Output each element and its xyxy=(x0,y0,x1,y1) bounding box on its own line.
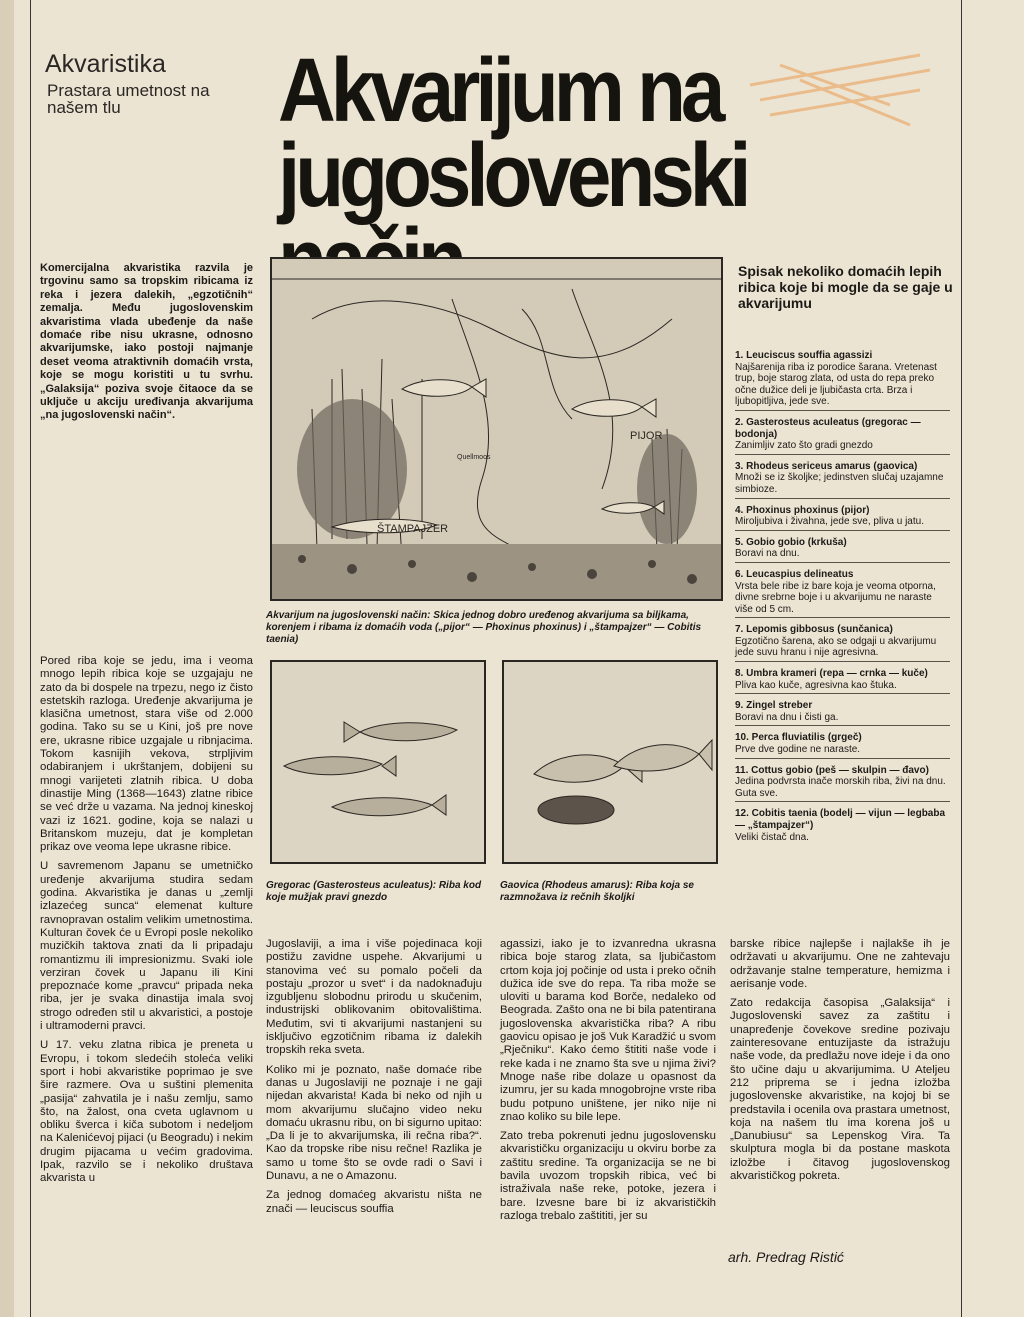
list-item xyxy=(735,765,950,803)
list-item xyxy=(735,700,950,726)
item-text: Jedina podvrsta inače morskih riba, živi na dnu. Guta sve. xyxy=(735,776,946,799)
list-item xyxy=(735,537,950,563)
body-paragraph: barske ribice najlepše i najlakše ih je održavati u akvarijumu. One ne zahtevaju održavanje stalne temperature, hemizma i aerisanje vode. xyxy=(730,938,950,990)
item-text: Prve dve godine ne naraste. xyxy=(735,744,861,756)
body-paragraph: U savremenom Japanu se umetničko uređenje akvarijuma studira sedam godina. Akvaristika je danas u „zemlji izlazećeg sunca“ elemenat kulture ravnopravan ostalim velikim umetnostima. Kulturan čovek će u Evropi posle nekoliko muzičkih taktova znati da li pripadaju romantizmu ili impresionizmu. Svaki iole verziran čovek u Japanu ili Kini prepoznaće kome „pravcu“ pripada neka riba, jer je svaka dinastija imala svoj strogo određen stil u akvaristici, a postoje i ultramoderni pravci. xyxy=(40,860,253,1033)
item-name: 10. Perca fluviatilis (grgeč) xyxy=(735,732,862,744)
left-rule xyxy=(30,0,31,1317)
item-text: Pliva kao kuče, agresivna kao štuka. xyxy=(735,679,897,691)
item-name: 5. Gobio gobio (krkuša) xyxy=(735,536,847,548)
body-paragraph: Zato redakcija časopisa „Galaksija“ i Jugoslovenski savez za zaštitu i unapređenje čovekove sredine pozivaju zainteresovane entuzijaste da istražuju naše vode, da predlažu nove ideje i da ono što učine daju u akvarijumima. U Ateljeu 212 priprema se i jedna izložba jugoslovenske akvaristike, na kojoj bi se predstavila i ocenila ova prastara umetnost, koja na našem tlu ima korena još u „Danubiusu“ sa Lepenskog Vira. Ta skulptura mogla bi da postane maskota izložbe i čitavog jugoslovenskog akvarističkog pokreta. xyxy=(730,997,950,1183)
item-name: 7. Lepomis gibbosus (sunčanica) xyxy=(735,624,893,636)
item-text: Egzotično šarena, ako se odgaji u akvarijumu jede suvu hranu i nije agresivna. xyxy=(735,635,937,659)
section-subtitle: Prastara umetnost na našem tlu xyxy=(47,81,210,117)
item-name: 8. Umbra krameri (repa — crnka — kuče) xyxy=(735,668,928,680)
body-column-2 xyxy=(266,938,482,1222)
stickleback-caption: Gregorac (Gasterosteus aculeatus): Riba kod koje mužjak pravi gnezdo xyxy=(266,880,482,903)
headline-line-2: jugoslovenski xyxy=(278,125,747,225)
list-item xyxy=(735,624,950,662)
section-kicker: Akvaristika xyxy=(45,50,166,78)
main-figure-caption: Akvarijum na jugoslovenski način: Skica jednog dobro uređenog akvarijuma sa biljkama, korenjem i ribama iz domaćih voda („pijor“ — Phoxinus phoxinus) i „štampajzer“ — Cobitis taenia) xyxy=(266,610,702,645)
body-paragraph: Za jednog domaćeg akvaristu ništa ne znači — leuciscus souffia xyxy=(266,1189,482,1215)
item-text: Boravi na dnu i čisti ga. xyxy=(735,711,839,723)
list-item xyxy=(735,668,950,694)
item-name: 11. Cottus gobio (peš — skulpin — đavo) xyxy=(735,764,929,776)
item-name: 9. Zingel streber xyxy=(735,700,813,712)
body-paragraph: Zato treba pokrenuti jednu jugoslovensku akvarističku organizaciju u okviru borbe za zaštitu sredine. Ta organizacija se ne bi bavila uvozom tropskih ribica, već bi istraživala naše reke, potoke, jezera i bare. Izvesne bare bi iz akvarističkih razloga trebalo zaštititi, jer su xyxy=(500,1130,716,1222)
sidebar-title: Spisak nekoliko domaćih lepih ribica koje bi mogle da se gaje u akvarijumu xyxy=(738,263,953,311)
body-paragraph: Jugoslaviji, a ima i više pojedinaca koji postižu zavidne uspehe. Akvarijumi u stanovima već su pomalo počeli da postaju „prozor u svet“ i da nadoknađuju izgubljenu slobodnu prirodu u skučenim, industrijski oblikovanim obitovalištima. Međutim, svi ti akvarijumi nastanjeni su isključivo egzotičnim ribama iz dalekih tropskih reka sveta. xyxy=(266,938,482,1057)
page-edge xyxy=(0,0,14,1317)
body-paragraph: U 17. veku zlatna ribica je preneta u Evropu, i tokom sledećih stoleća veliki sport i hobi akvaristike poprimao je sve šire razmere. Ova u suštini plemenita „pasija“ zahvatila je i našu zemlju, samo što, na žalost, ona cveta uglavnom u obliku šverca i kiča subotom i nedeljom na Kalenićevoj pijaci (u Beogradu) i nekim drugim pijacama u većim gradovima. Ipak, razvilo se i nekoliko društava akvarista u xyxy=(40,1039,253,1185)
body-column-3 xyxy=(500,938,716,1229)
item-text: Najšarenija riba iz porodice šarana. Vretenast trup, boje starog zlata, od usta do repa preko očne dužice deli je ljubičasta crta. Brza i ljubopitljiva, jede sve. xyxy=(735,361,937,408)
lead-paragraph: Komercijalna akvaristika razvila je trgovinu samo sa tropskim ribicama iz reka i jezera dalekih, „egzotičnih“ zemalja. Među jugoslovenskim akvaristima vlada ubeđenje da naše domaće ribe nisu ukrasne, odnosno akvarijumske, iako postoji najmanje deset veoma atraktivnih domaćih vrsta, koje se mogu koristiti u tu svrhu. „Galaksija“ poziva svoje čitaoce da se uključe u akciju uređivanja akvarijuma „na jugoslovenski način“. xyxy=(40,262,253,422)
item-name: 3. Rhodeus sericeus amarus (gaovica) xyxy=(735,460,918,472)
body-paragraph: Koliko mi je poznato, naše domaće ribe danas u Jugoslaviji ne poznaje i ne gaji nijedan akvarista! Kada bi neko od njih u mom akvarijumu slučajno video neku domaću ukrasnu ribu, on bi sigurno upitao: „Da li je to akvarijumska, ili rečna riba?“. Kao da tropske ribe nisu rečne! Razlika je samo u tome što se ovde radi o Savi i Dunavu, a ne o Amazonu. xyxy=(266,1063,482,1183)
item-name: 1. Leuciscus souffia agassizi xyxy=(735,350,873,361)
item-text: Miroljubiva i živahna, jede sve, pliva u jatu. xyxy=(735,516,924,528)
body-paragraph: Pored riba koje se jedu, ima i veoma mnogo lepih ribica koje se uzgajaju ne zato da bi dospele na trpezu, nego iz čisto estetskih razloga. Uređenje akvarijuma je klasična umetnost, stara više od 2.000 godina. Tako su se u Kini, još pre nove ere, ukrasne ribice uzgajale u ribnjacima. Tokom kasnijih vekova, strpljivim odabiranjem i ukrštanjem, dobijeni su mnogi varijeteti zlatnih ribica. U doba dinastije Ming (1368—1643) zlatne ribice se već drže u vazama. Na jednoj kineskoj vazi iz 1621. godine, koja se nalazi u Britanskom muzeju, dat je kompletan prikaz ove veoma lepe ukrasne ribice. xyxy=(40,655,253,854)
list-item xyxy=(735,417,950,455)
list-item xyxy=(735,505,950,531)
body-column-4 xyxy=(730,938,950,1189)
item-text: Veliki čistač dna. xyxy=(735,831,809,843)
item-text: Vrsta bele ribe iz bare koja je veoma otporna, divne srebrne boje i u akvarijumu ne naraste više od 5 cm. xyxy=(735,580,936,615)
label-pijor: PIJOR xyxy=(630,430,663,442)
bitterling-illustration xyxy=(502,660,718,864)
fish-list xyxy=(735,350,950,851)
list-item xyxy=(735,732,950,758)
item-name: 2. Gasterosteus aculeatus (gregorac — bodonja) xyxy=(735,416,921,440)
list-item xyxy=(735,569,950,618)
item-name: 12. Cobitis taenia (bodelj — vijun — legbaba — „štampajzer“) xyxy=(735,808,946,831)
list-item xyxy=(735,461,950,499)
item-text: Boravi na dnu. xyxy=(735,548,800,560)
item-text: Zanimljiv zato što gradi gnezdo xyxy=(735,440,873,452)
label-quellmoos: Quellmoos xyxy=(457,454,491,461)
body-paragraph: agassizi, iako je to izvanredna ukrasna ribica boje starog zlata, sa ljubičastom crtom koja joj počinje od usta i preko očnih dužica ide sve do repa. Ta riba može se uloviti u barama kod Borče, nedaleko od Beograda. Zašto ona ne bi bila patentirana jugoslovenska akvaristička riba? A ribu gaovicu opisao je još Vuk Karadžić u svom „Rječniku“. Kako ćemo štititi naše vode i reke kada i ne znamo šta sve u njima živi? Mnoge naše ribe dolaze u opasnost da izumru, jer su kada mnogobrojne vrste riba budu potpuno uništene, jer niko nije ni znao koliko su bile lepe. xyxy=(500,938,716,1123)
list-item xyxy=(735,350,950,411)
label-stampajzer: ŠTAMPAJZER xyxy=(377,523,449,535)
stickleback-illustration xyxy=(270,660,486,864)
item-text: Množi se iz školjke; jedinstven slučaj uzajamne simbioze. xyxy=(735,472,944,495)
item-name: 6. Leucaspius delineatus xyxy=(735,568,854,580)
list-item xyxy=(735,808,950,845)
right-rule xyxy=(961,0,962,1317)
item-name: 4. Phoxinus phoxinus (pijor) xyxy=(735,504,870,516)
body-column-1 xyxy=(40,655,253,1192)
headline-line-1: Akvarijum na xyxy=(278,40,721,140)
aquarium-illustration xyxy=(270,257,723,601)
author-signature: arh. Predrag Ristić xyxy=(728,1249,844,1265)
bitterling-caption: Gaovica (Rhodeus amarus): Riba koja se razmnožava iz rečnih školjki xyxy=(500,880,694,903)
